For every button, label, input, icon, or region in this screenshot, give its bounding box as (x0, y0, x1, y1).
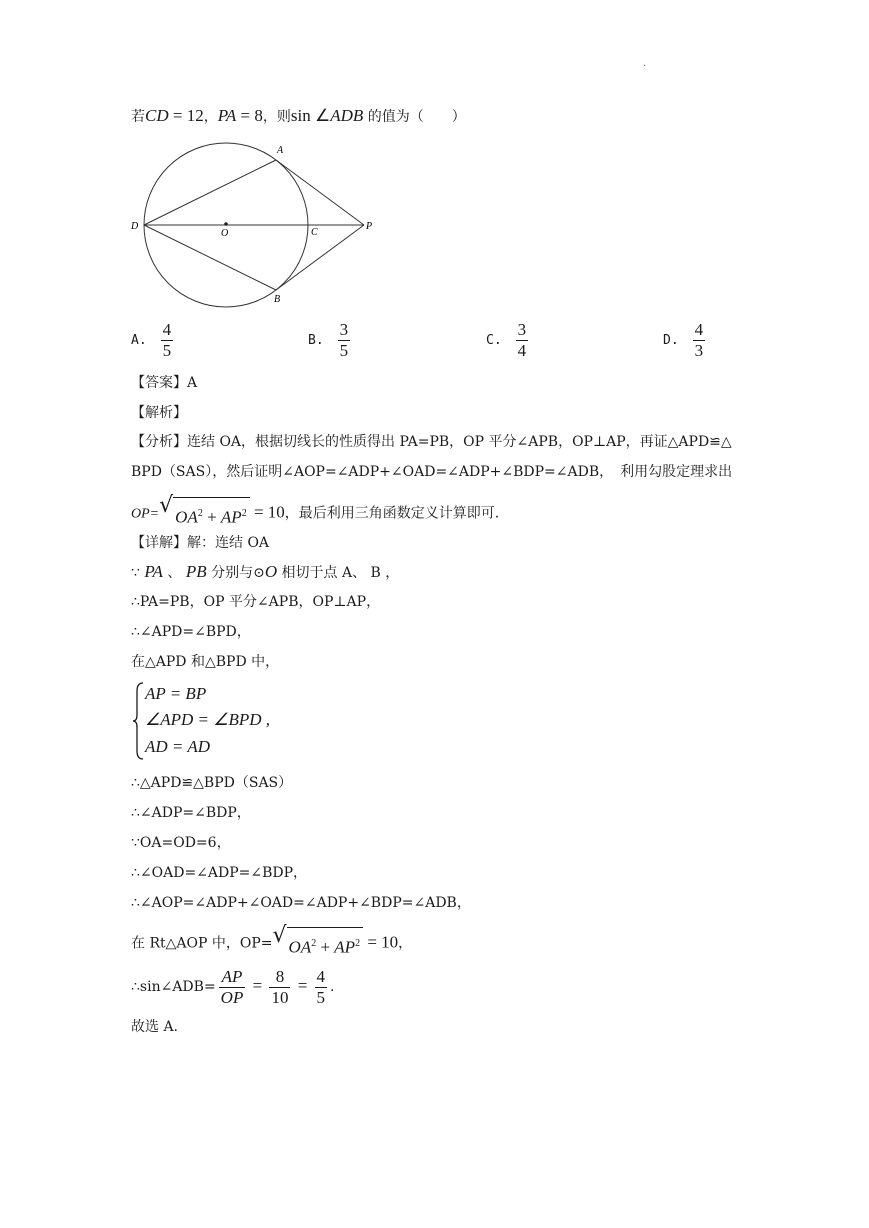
label-p: P (366, 221, 373, 232)
tangent-pa (276, 160, 364, 225)
detail-line-12: ∴sin∠ADB= $\frac{AP}{OP}$ = $\frac{8}{10}$ = $\frac{4}{5}$ . (131, 966, 335, 1007)
label-b: B (274, 294, 281, 305)
detail-line-6: ∴△APD≌△BPD（SAS） (131, 775, 293, 791)
detail-line-7: ∴∠ADP=∠BDP， (131, 805, 251, 821)
analysis-title: 【解析】 (131, 405, 187, 421)
detail-line-4: ∴∠APD=∠BPD， (131, 624, 251, 640)
detail-line-10: ∴∠AOP=∠ADP+∠OAD=∠ADP+∠BDP=∠ADB， (131, 895, 471, 911)
label-a: A (277, 145, 284, 156)
option-c-fraction: $\frac{3}{4}$ (517, 320, 527, 360)
label-d: D (131, 221, 139, 232)
option-b: B. $\frac{3}{5}$ (308, 320, 349, 360)
option-d-fraction: $\frac{4}{3}$ (694, 320, 704, 360)
tangent-pb (276, 225, 364, 290)
label-c: C (311, 227, 318, 238)
fenxi-line-2: BPD（SAS），然后证明∠AOP=∠ADP+∠OAD=∠ADP+∠BDP=∠ADB， 利用勾股定理求出 (131, 464, 733, 480)
fraction-8-10: $\frac{8}{10}$ (271, 966, 289, 1007)
detail-line-11: 在 Rt△AOP 中，OP= √ $OA^2 + AP^2$ = 10， (131, 924, 412, 963)
pa-symbol: PA (217, 106, 237, 125)
segment-db (144, 225, 276, 290)
fenxi-line-1: 【分析】连结 OA，根据切线长的性质得出 PA=PB，OP 平分∠APB，OP⊥AP，再证△APD≌△ (131, 434, 732, 450)
question-line: 若CD = 12，PA = 8，则sin ∠ADB 的值为（ ） (131, 106, 466, 125)
answer-line: 【答案】A (131, 375, 198, 391)
detail-line-5: 在△APD 和△BPD 中， (131, 654, 280, 670)
detail-line-8: ∵OA=OD=6， (131, 835, 231, 851)
option-d: D. $\frac{4}{3}$ (663, 320, 704, 360)
detail-line-13: 故选 A. (131, 1019, 179, 1035)
cd-symbol: CD (145, 106, 169, 125)
fraction-4-5: $\frac{4}{5}$ (316, 966, 326, 1007)
system-eq-1: AP = BP (145, 684, 207, 703)
fraction-ap-op: $\frac{AP}{OP}$ (220, 966, 244, 1007)
option-b-fraction: $\frac{3}{5}$ (339, 320, 349, 360)
system-eq-2: ∠APD = ∠BPD , (145, 710, 271, 729)
detail-line-2: ∵ PA 、 PB 分别与⊙O 相切于点 A、 B ， (131, 562, 400, 581)
segment-da (144, 160, 276, 225)
option-a-fraction: $\frac{4}{5}$ (162, 320, 172, 360)
option-c: C. $\frac{3}{4}$ (486, 320, 527, 360)
label-o: O (221, 228, 229, 239)
geometry-figure (128, 138, 388, 310)
detail-line-9: ∴∠OAD=∠ADP=∠BDP， (131, 865, 308, 881)
detail-line-1: 【详解】解：连结 OA (131, 535, 270, 551)
detail-line-3: ∴PA=PB，OP 平分∠APB，OP⊥AP， (131, 594, 381, 610)
option-a: A. $\frac{4}{5}$ (131, 320, 172, 360)
system-eq-3: AD = AD (145, 737, 210, 756)
center-point (224, 222, 228, 226)
system-brace (131, 681, 145, 761)
sqrt-expression: √ $OA^2 + AP^2$ (159, 494, 250, 533)
fenxi-line-3: OP= √ $OA^2 + AP^2$ = 10，最后利用三角函数定义计算即可. (131, 494, 499, 533)
page-marker: . (643, 58, 647, 69)
sqrt-expression-2: √ $OA^2 + AP^2$ (272, 924, 363, 963)
